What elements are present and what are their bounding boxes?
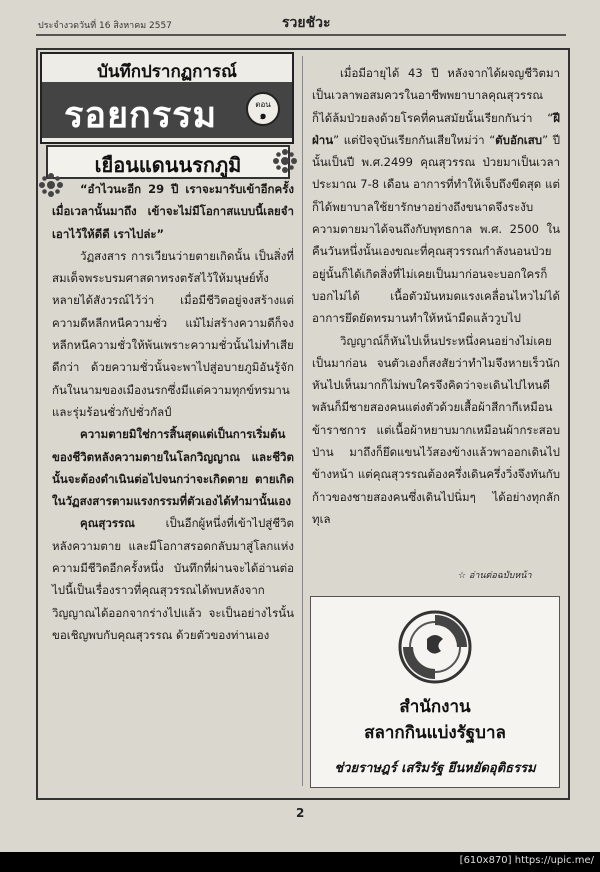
- paragraph-text: เมื่อมีอายุได้ 43 ปี หลังจากได้ผจญชีวิตมาเป็นเวลาพอสมควรในอาชีพพยาบาลคุณสุวรรณก็ได้ล้มป่วยลงด้วยโรคที่คนสมัยนั้นเรียกกันว่า “: [312, 66, 560, 125]
- paragraph-text: ” ปีนั้นเป็นปี พ.ศ.2499 คุณสุวรรณ ป่วยมาเป็นเวลาประมาณ 7-8 เดือน อาการที่ทำให้เจ็บถึงขีดสุด แต่ก็ได้พยาบาลใช้ยารักษาอย่างถึงขนาดจึงระงับความตายมาได้จนถึงกับพุทธกาล พ.ศ. 2500 ในคืนวันหนึ่งนั้นเองขณะที่คุณสุวรรณกำลังนอนป่วยอยู่นั้นก็ได้เกิดสิ่งที่ไม่เคยเป็นมาก่อนจะบอกใครก็บอกไม่ได้ เนื้อตัวมันหมดแรงเคลื่อนไหวไม่ได้ อาการยึดยัดทรมานทำให้หน้ามืดแล้ววูบไป: [312, 132, 560, 326]
- flower-ornament-icon: [272, 148, 298, 174]
- continued-note: [458, 568, 532, 582]
- image-host-credit: [610x870] https://upic.me/: [459, 855, 594, 866]
- ad-name-line1: สำนักงาน: [399, 697, 471, 717]
- column-divider: [302, 56, 303, 786]
- article-paragraph: วิญญาณ์ก็หันไปเห็นประหนึ่งคนอย่างไม่เคยเป็นมาก่อน จนตัวเองก็สงสัยว่าทำไมจึงหายเร็วนัก หันไปเห็นมากก็ไม่พบใครจึงคิดว่าจะเดินไปไหนดี พลันก็มีชายสองคนแต่งตัวด้วยเสื้อผ้าสีกากีเหมือนข้าราชการ แต่เนื้อผ้าหยาบมากเหมือนผ้ากระสอบป่าน มาถึงก็ยึดแขนไว้สองข้างแล้วพาออกเดินไปข้างหน้า แต่คุณสุวรรณต้องครึ่งเดินครึ่งวิ่งจึงทันกับก้าวของชายสองคนซึ่งเดินไปนิ่มๆ ได้อย่างทุกลักทุเล: [312, 333, 560, 526]
- page-number: 2: [296, 806, 305, 820]
- article-paragraph: [52, 512, 294, 646]
- episode-label: ตอน: [255, 100, 271, 109]
- star-icon: ☆: [458, 571, 469, 581]
- paragraph-text: ” แต่ปัจจุบันเรียกกันเสียใหม่ว่า “: [333, 132, 496, 147]
- right-column: [312, 62, 560, 530]
- opening-quote: “อำไวนะอีก 29 ปี เราจะมารับเข้าอีกครั้ง เมื่อเวลานั้นมาถึง เข้าจะไม่มีโอกาสแบบนี้เลยจำเอาไว้ให้ดีดี เราไปล่ะ”: [52, 182, 294, 241]
- ad-name-line2: สลากกินแบ่งรัฐบาล: [364, 723, 506, 743]
- disease-name: ตับอักเสบ: [495, 132, 543, 147]
- person-name: คุณสุวรรณ: [80, 516, 135, 531]
- left-column: [52, 178, 294, 646]
- continued-text: อ่านต่อฉบับหน้า: [468, 571, 532, 581]
- episode-number: ๑: [259, 109, 267, 122]
- ad-slogan: ช่วยราษฎร์ เสริมรัฐ ยึนหยัดอุติธรรม: [334, 761, 536, 776]
- disease-name: ฝีฝ่าน: [312, 110, 560, 147]
- lottery-office-ad: [310, 596, 560, 788]
- lottery-office-logo-icon: [397, 609, 473, 685]
- publication-brand: รวยชัวะ: [282, 15, 331, 31]
- header-rule: [36, 34, 566, 36]
- article-paragraph: [312, 62, 560, 330]
- column-title: รอยกรรม: [64, 95, 218, 136]
- column-title-box: [40, 52, 294, 144]
- paragraph-text: เป็นอีกผู้หนึ่งที่เข้าไปสู่ชีวิตหลังความตาย และมีโอกาสรอดกลับมาสู่โลกแห่งความมีชีวิตอีกครั้งหนึ่ง บันทึกที่ผ่านจะได้อ่านต่อไปนี้เป็นเรื่องราวที่คุณสุวรรณได้พบหลังจากวิญญาณได้ออกจากร่างไปแล้ว จะเป็นอย่างไรนั้นขอเชิญพบกับคุณสุวรรณ ด้วยตัวของท่านเอง: [52, 516, 294, 642]
- column-kicker: บันทึกปรากฏการณ์: [97, 62, 237, 82]
- article-paragraph-bold: ความตายมิใช่การสิ้นสุดแต่เป็นการเริ่มต้นของชีวิตหลังความตายในโลกวิญญาณ และชีวิตนั้นจะต้องดำเนินต่อไปจนกว่าจะเกิดตาย ตายเกิดในวัฏสงสารตามแรงกรรมที่ตัวเองได้ทำมานั้นเอง: [52, 427, 294, 509]
- article-paragraph: วัฏสงสาร การเวียนว่ายตายเกิดนั้น เป็นสิ่งที่สมเด็จพระบรมศาสดาทรงตรัสไว้ให้มนุษย์ทั้งหลายได้สังวรณ์ไว้ว่า เมื่อมีชีวิตอยู่จงสร้างแต่ความดีหลีกหนีความชั่ว แม้ไม่สร้างความดีก็จงหลีกหนีความชั่วให้พ้นเพราะความชั่วนั้นไม่ทำเสียดีกว่า ด้วยความชั่วนั้นจะพาไปสู่อบายภูมิอันรู้จักกันในนามของเมืองนรกซึ่งมีแต่ความทุกข์ทรมานและรุ่มร้อนชั่วกัปชั่วกัลป์: [52, 248, 294, 419]
- episode-title-banner: [46, 145, 290, 179]
- episode-badge: [246, 92, 280, 126]
- issue-date: ประจำงวดวันที่ 16 สิงหาคม 2557: [38, 21, 172, 31]
- episode-title: เยือนแดนนรกภูมิ: [94, 153, 242, 177]
- column-title-band: [42, 82, 292, 138]
